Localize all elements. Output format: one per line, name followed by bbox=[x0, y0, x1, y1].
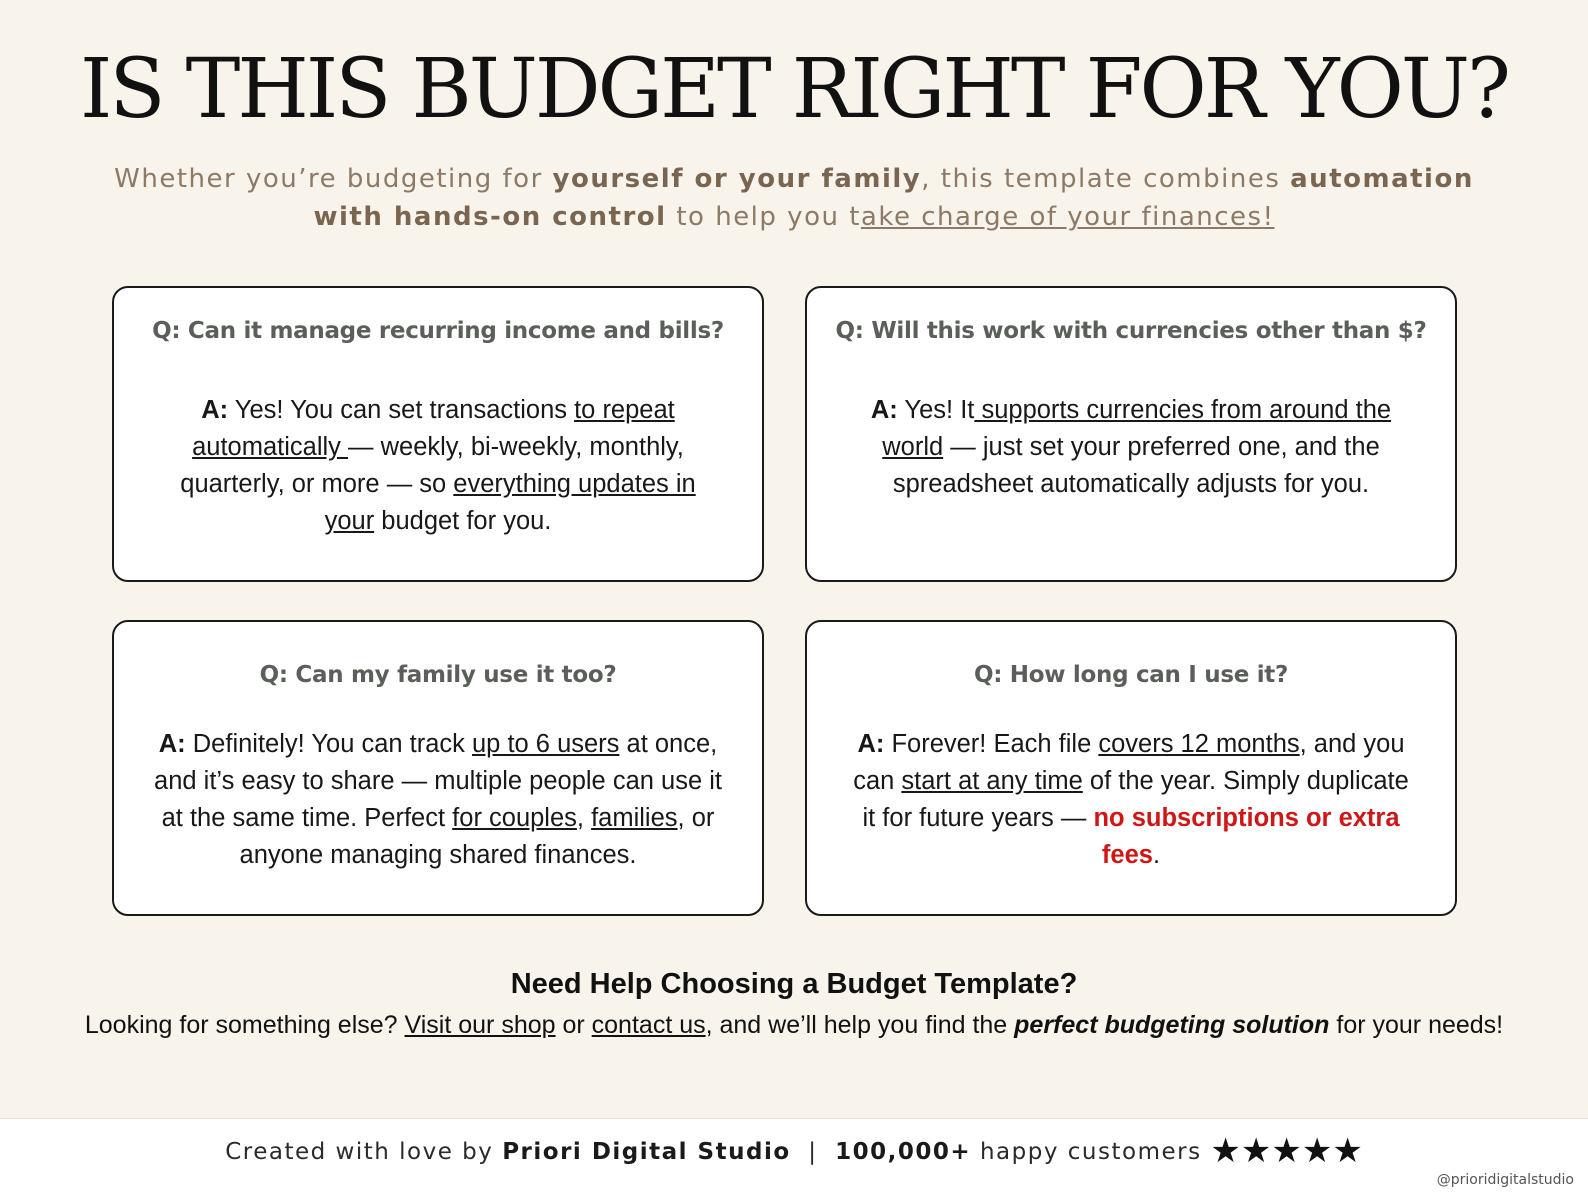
footer-text: Created with love by bbox=[225, 1139, 503, 1165]
answer-text: Forever! Each file bbox=[884, 730, 1099, 758]
faq-card-currencies bbox=[805, 286, 1457, 582]
answer-underlined: start at any time bbox=[901, 767, 1083, 795]
footer-text: happy customers bbox=[971, 1139, 1211, 1165]
contact-us-link[interactable]: contact us bbox=[591, 1011, 706, 1039]
answer-text: Yes! It bbox=[897, 396, 975, 424]
answer-underlined: for couples bbox=[452, 804, 577, 832]
subtitle-text: Whether you’re budgeting for bbox=[114, 164, 553, 194]
page-subtitle bbox=[80, 160, 1508, 236]
answer-label: A: bbox=[857, 730, 885, 758]
faq-answer bbox=[847, 726, 1415, 874]
help-text-part: or bbox=[555, 1011, 592, 1039]
help-text-part: for your needs! bbox=[1329, 1011, 1504, 1039]
faq-question: Q: Will this work with currencies other than $? bbox=[835, 318, 1427, 344]
help-emphasis: perfect budgeting solution bbox=[1014, 1011, 1330, 1039]
faq-answer bbox=[154, 726, 722, 874]
social-handle: @prioridigitalstudio bbox=[1436, 1172, 1574, 1188]
answer-text: , and you can bbox=[853, 730, 1405, 795]
visit-shop-link[interactable]: Visit our shop bbox=[404, 1011, 556, 1039]
subtitle-text: to help you t bbox=[666, 202, 861, 232]
footer-bar bbox=[0, 1118, 1588, 1192]
help-text-part: Looking for something else? bbox=[84, 1011, 405, 1039]
star-rating-icon: ★★★★★ bbox=[1210, 1131, 1363, 1171]
answer-label: A: bbox=[870, 396, 898, 424]
answer-text: — weekly, bi-weekly, monthly, quarterly, or more — so bbox=[180, 433, 684, 498]
faq-question: Q: How long can I use it? bbox=[973, 662, 1289, 688]
answer-underlined: families bbox=[591, 804, 678, 832]
page-title: IS THIS BUDGET RIGHT FOR YOU? bbox=[80, 42, 1508, 137]
answer-text: at once, and it’s easy to share — multiple people can use it at the same time. Perfect bbox=[154, 730, 722, 832]
answer-text: . bbox=[1152, 841, 1161, 869]
answer-text: of the year. Simply duplicate it for future years — bbox=[862, 767, 1409, 832]
subtitle-underlined: ake charge of your finances! bbox=[860, 202, 1275, 232]
footer-separator: | bbox=[790, 1139, 836, 1165]
help-text bbox=[0, 1011, 1588, 1040]
faq-answer bbox=[847, 392, 1415, 503]
answer-text: Yes! You can set transactions bbox=[228, 396, 575, 424]
answer-text: Definitely! You can track bbox=[185, 730, 472, 758]
subtitle-text: , this template combines bbox=[921, 164, 1291, 194]
answer-highlight-red: no subscriptions or extra fees bbox=[1093, 804, 1400, 869]
subtitle-highlight: yourself or your family bbox=[552, 164, 922, 194]
faq-card-duration bbox=[805, 620, 1457, 916]
answer-label: A: bbox=[201, 396, 229, 424]
answer-underlined: covers 12 months bbox=[1098, 730, 1300, 758]
answer-underlined: supports currencies from around the world bbox=[882, 396, 1392, 461]
answer-text: , or anyone managing shared finances. bbox=[239, 804, 715, 869]
answer-text: , bbox=[576, 804, 592, 832]
answer-underlined: everything updates in your bbox=[324, 470, 696, 535]
footer-credit bbox=[0, 1131, 1588, 1171]
answer-underlined: up to 6 users bbox=[472, 730, 620, 758]
answer-label: A: bbox=[158, 730, 186, 758]
faq-answer bbox=[154, 392, 722, 540]
studio-name: Priori Digital Studio bbox=[502, 1139, 791, 1165]
help-text-part: , and we’ll help you find the bbox=[705, 1011, 1015, 1039]
faq-card-family bbox=[112, 620, 764, 916]
answer-text: budget for you. bbox=[374, 507, 552, 535]
answer-text: — just set your preferred one, and the spreadsheet automatically adjusts for you. bbox=[892, 433, 1380, 498]
faq-question: Q: Can my family use it too? bbox=[259, 662, 617, 688]
customer-count: 100,000+ bbox=[835, 1139, 972, 1165]
subtitle-highlight: automation with hands-on control bbox=[313, 164, 1474, 232]
faq-card-recurring bbox=[112, 286, 764, 582]
faq-question: Q: Can it manage recurring income and bills? bbox=[152, 318, 724, 344]
help-heading: Need Help Choosing a Budget Template? bbox=[510, 968, 1078, 1000]
answer-underlined: to repeat automatically bbox=[192, 396, 675, 461]
